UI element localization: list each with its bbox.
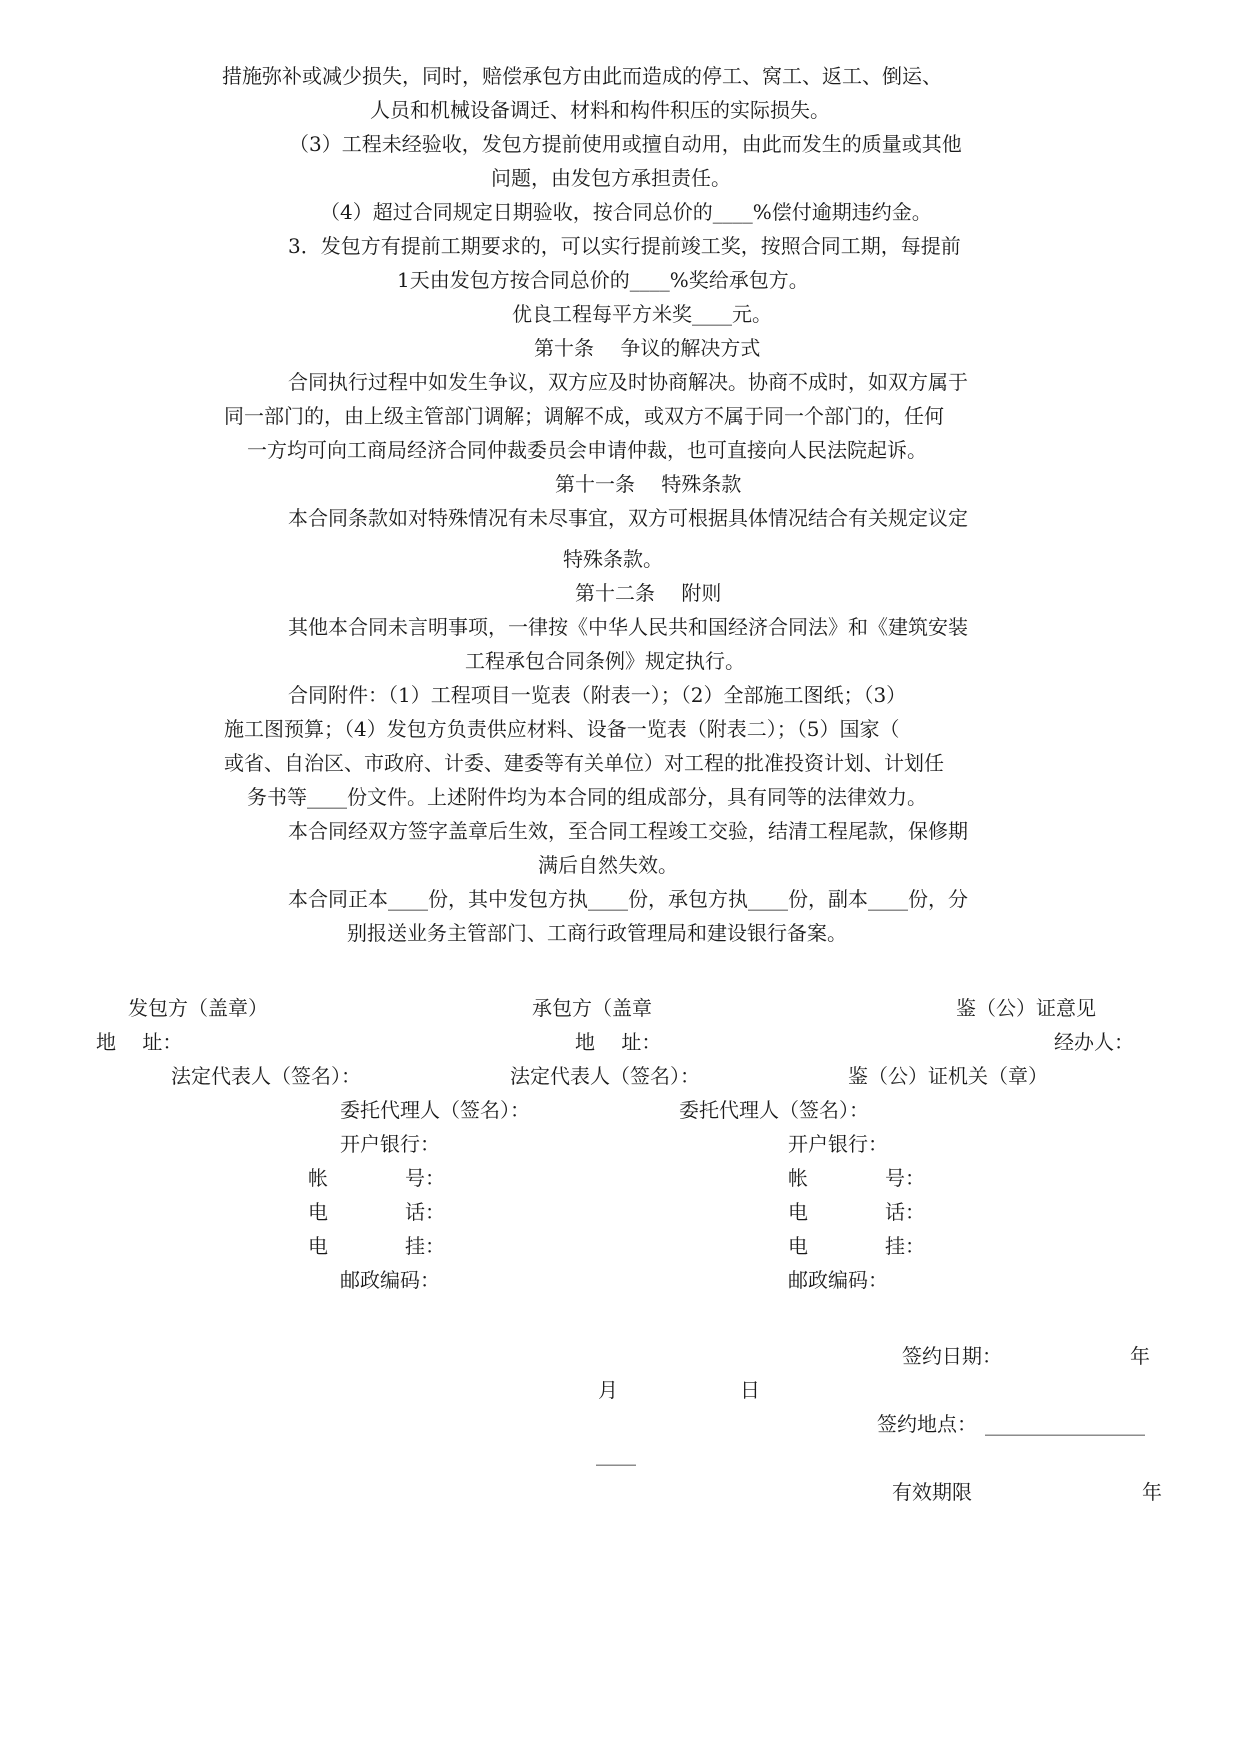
body-line-18: 工程承包合同条例》规定执行。 [465, 649, 745, 673]
party-a-agent-label: 委托代理人（签名）： [340, 1098, 530, 1122]
party-b-legal-rep-label: 法定代表人（签名）： [510, 1064, 700, 1088]
body-line-11: 同一部门的，由上级主管部门调解；调解不成，或双方不属于同一个部门的，任何 [224, 404, 944, 428]
body-line-7: 1天由发包方按合同总价的____%奖给承包方。 [397, 268, 809, 292]
validity-year: 年 [1142, 1480, 1162, 1504]
party-a-seal-label: 发包方（盖章） [128, 996, 268, 1020]
party-a-account-label: 帐 [308, 1166, 328, 1190]
body-line-4: 问题，由发包方承担责任。 [491, 166, 731, 190]
body-line-12: 一方均可向工商局经济合同仲裁委员会申请仲裁，也可直接向人民法院起诉。 [247, 438, 927, 462]
party-b-agent-label: 委托代理人（签名）： [679, 1098, 869, 1122]
sign-place-label: 签约地点： [877, 1412, 977, 1436]
body-line-14: 本合同条款如对特殊情况有未尽事宜，双方可根据具体情况结合有关规定议定 [288, 506, 968, 530]
body-line-26: 别报送业务主管部门、工商行政管理局和建设银行备案。 [347, 921, 847, 945]
body-line-20: 施工图预算；（4）发包方负责供应材料、设备一览表（附表二）；（5）国家（ [224, 717, 900, 741]
body-line-24: 满后自然失效。 [538, 853, 678, 877]
body-line-6: 3．发包方有提前工期要求的，可以实行提前竣工奖，按照合同工期，每提前 [288, 234, 961, 258]
party-a-cable-label: 电 [308, 1234, 328, 1258]
article-11-heading: 第十一条 特殊条款 [555, 472, 742, 496]
party-b-account-colon: 号： [885, 1166, 925, 1190]
article-12-heading: 第十二条 附则 [575, 581, 722, 605]
notary-office-label: 鉴（公）证机关（章） [848, 1064, 1048, 1088]
party-b-phone-colon: 话： [885, 1200, 925, 1224]
dash-line: ____ [596, 1442, 636, 1466]
handler-label: 经办人： [1054, 1030, 1134, 1054]
party-b-seal-label: 承包方（盖章 [532, 996, 652, 1020]
body-line-17: 其他本合同未言明事项，一律按《中华人民共和国经济合同法》和《建筑安装 [288, 615, 968, 639]
body-line-2: 人员和机械设备调迁、材料和构件积压的实际损失。 [370, 98, 830, 122]
sign-date-label: 签约日期： [902, 1344, 1002, 1368]
body-line-22: 务书等____份文件。上述附件均为本合同的组成部分，具有同等的法律效力。 [247, 785, 927, 809]
party-a-legal-rep-label: 法定代表人（签名）： [171, 1064, 361, 1088]
party-a-postcode-label: 邮政编码： [340, 1268, 440, 1292]
body-line-8: 优良工程每平方米奖____元。 [512, 302, 772, 326]
party-a-phone-label: 电 [308, 1200, 328, 1224]
sign-date-day: 日 [740, 1378, 760, 1402]
party-a-bank-label: 开户银行： [340, 1132, 440, 1156]
party-b-address-label: 地 址： [575, 1030, 662, 1054]
body-line-5: （4）超过合同规定日期验收，按合同总价的____%偿付逾期违约金。 [320, 200, 932, 224]
body-line-3: （3）工程未经验收，发包方提前使用或擅自动用，由此而发生的质量或其他 [289, 132, 962, 156]
validity-label: 有效期限 [892, 1480, 972, 1504]
notary-opinion-label: 鉴（公）证意见 [956, 996, 1096, 1020]
party-b-cable-label: 电 [788, 1234, 808, 1258]
body-line-21: 或省、自治区、市政府、计委、建委等有关单位）对工程的批准投资计划、计划任 [224, 751, 944, 775]
party-b-postcode-label: 邮政编码： [788, 1268, 888, 1292]
party-a-account-colon: 号： [405, 1166, 445, 1190]
sign-date-month: 月 [598, 1378, 618, 1402]
body-line-1: 措施弥补或减少损失，同时，赔偿承包方由此而造成的停工、窝工、返工、倒运、 [222, 64, 942, 88]
party-a-phone-colon: 话： [405, 1200, 445, 1224]
article-10-heading: 第十条 争议的解决方式 [534, 336, 761, 360]
sign-place-blank: ________________ [985, 1412, 1145, 1436]
body-line-25: 本合同正本____份，其中发包方执____份，承包方执____份，副本____份，分 [288, 887, 968, 911]
party-a-cable-colon: 挂： [405, 1234, 445, 1258]
party-b-bank-label: 开户银行： [788, 1132, 888, 1156]
party-b-cable-colon: 挂： [885, 1234, 925, 1258]
body-line-23: 本合同经双方签字盖章后生效，至合同工程竣工交验，结清工程尾款，保修期 [288, 819, 968, 843]
party-a-address-label: 地 址： [96, 1030, 183, 1054]
party-b-phone-label: 电 [788, 1200, 808, 1224]
body-line-15: 特殊条款。 [563, 547, 663, 571]
party-b-account-label: 帐 [788, 1166, 808, 1190]
body-line-19: 合同附件：（1）工程项目一览表（附表一）；（2）全部施工图纸；（3） [288, 683, 907, 707]
body-line-10: 合同执行过程中如发生争议，双方应及时协商解决。协商不成时，如双方属于 [288, 370, 968, 394]
sign-date-year: 年 [1130, 1344, 1150, 1368]
